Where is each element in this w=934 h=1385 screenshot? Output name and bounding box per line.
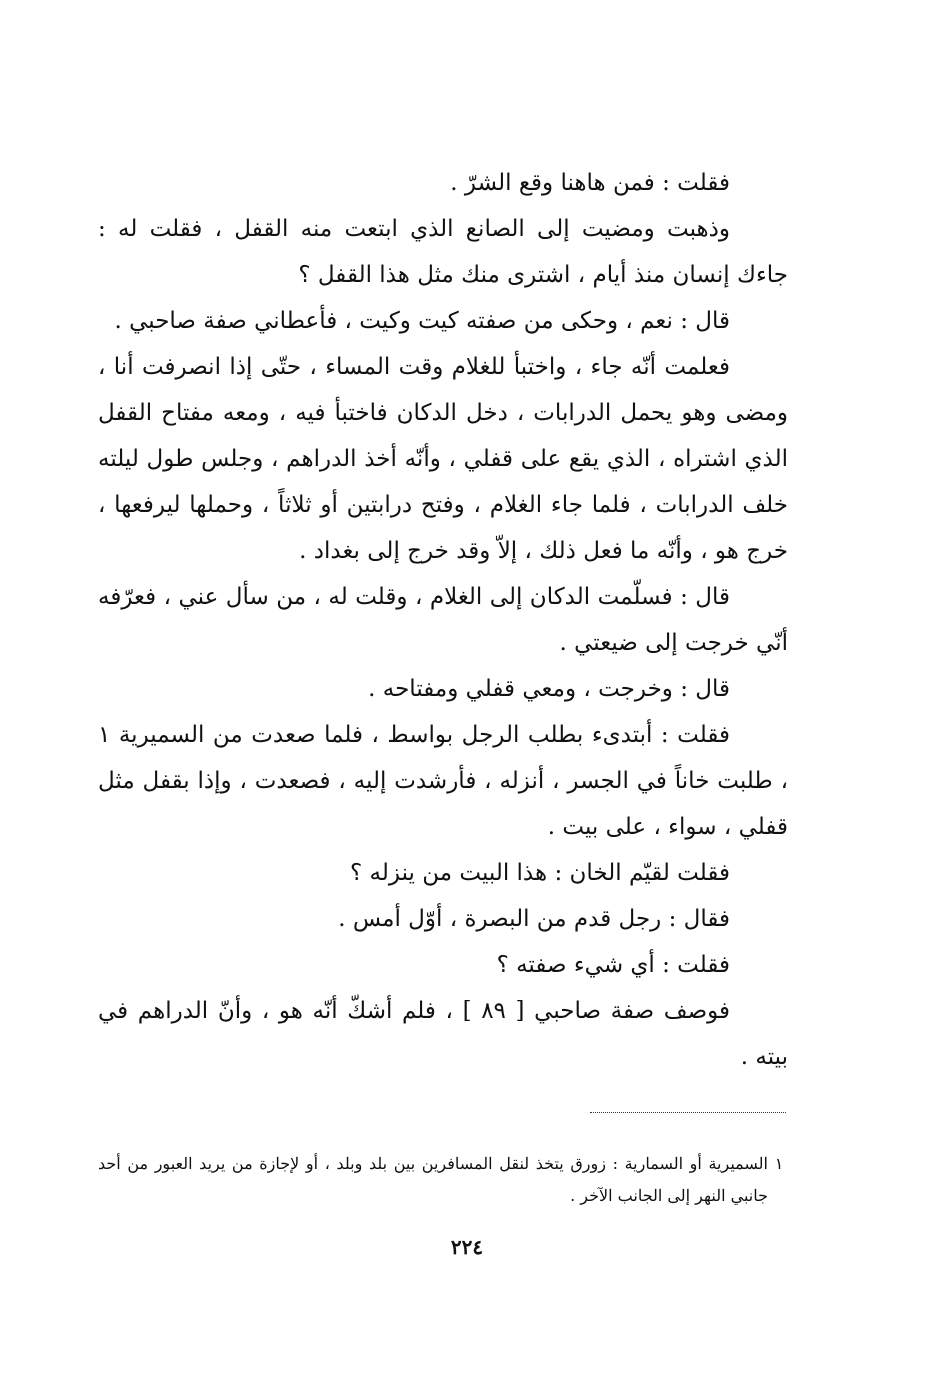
paragraph: فوصف صفة صاحبي [ ٨٩ ] ، فلم أشكّ أنّه هو ، وأنّ الدراهم في بيته . xyxy=(98,998,788,1070)
paragraph: قال : وخرجت ، ومعي قفلي ومفتاحه . xyxy=(368,676,730,702)
footnote-divider xyxy=(590,1112,786,1113)
main-text xyxy=(98,160,788,1080)
page-number: ٢٢٤ xyxy=(450,1235,484,1259)
paragraph: فقال : رجل قدم من البصرة ، أوّل أمس . xyxy=(338,906,730,932)
paragraph: فقلت لقيّم الخان : هذا البيت من ينزله ؟ xyxy=(350,860,730,886)
paragraph: فقلت : أي شيء صفته ؟ xyxy=(496,952,730,978)
footnote-text: السميرية أو السمارية : زورق يتخذ لنقل المسافرين بين بلد وبلد ، أو لإجازة من يريد العبور من أحد جانبي النهر إلى الجانب الآخر . xyxy=(98,1154,768,1205)
paragraph: فقلت : فمن هاهنا وقع الشرّ . xyxy=(450,170,730,196)
paragraph: قال : فسلّمت الدكان إلى الغلام ، وقلت له ، من سأل عني ، فعرّفه أنّي خرجت إلى ضيعتي . xyxy=(98,584,788,656)
paragraph: فعلمت أنّه جاء ، واختبأ للغلام وقت المساء ، حتّى إذا انصرفت أنا ، ومضى وهو يحمل الدرابات ، دخل الدكان فاختبأ فيه ، ومعه مفتاح القفل الذي اشتراه ، الذي يقع على قفلي ، وأنّه أخذ الدراهم ، وجلس طول ليلته خلف الدرابات ، فلما جاء الغلام ، وفتح درابتين أو ثلاثاً ، وحملها ليرفعها ، خرج هو ، وأنّه ما فعل ذلك ، إلاّ وقد خرج إلى بغداد . xyxy=(98,354,788,564)
paragraph: فقلت : أبتدىء بطلب الرجل بواسط ، فلما صعدت من السميرية ١ ، طلبت خاناً في الجسر ، أنزله ، فأرشدت إليه ، فصعدت ، وإذا بقفل مثل قفلي ، سواء ، على بيت . xyxy=(98,722,788,840)
footnote-number: ١ xyxy=(774,1154,784,1173)
paragraph: قال : نعم ، وحكى من صفته كيت وكيت ، فأعطاني صفة صاحبي . xyxy=(114,308,730,334)
paragraph: وذهبت ومضيت إلى الصانع الذي ابتعت منه القفل ، فقلت له : جاءك إنسان منذ أيام ، اشترى منك مثل هذا القفل ؟ xyxy=(98,216,788,288)
